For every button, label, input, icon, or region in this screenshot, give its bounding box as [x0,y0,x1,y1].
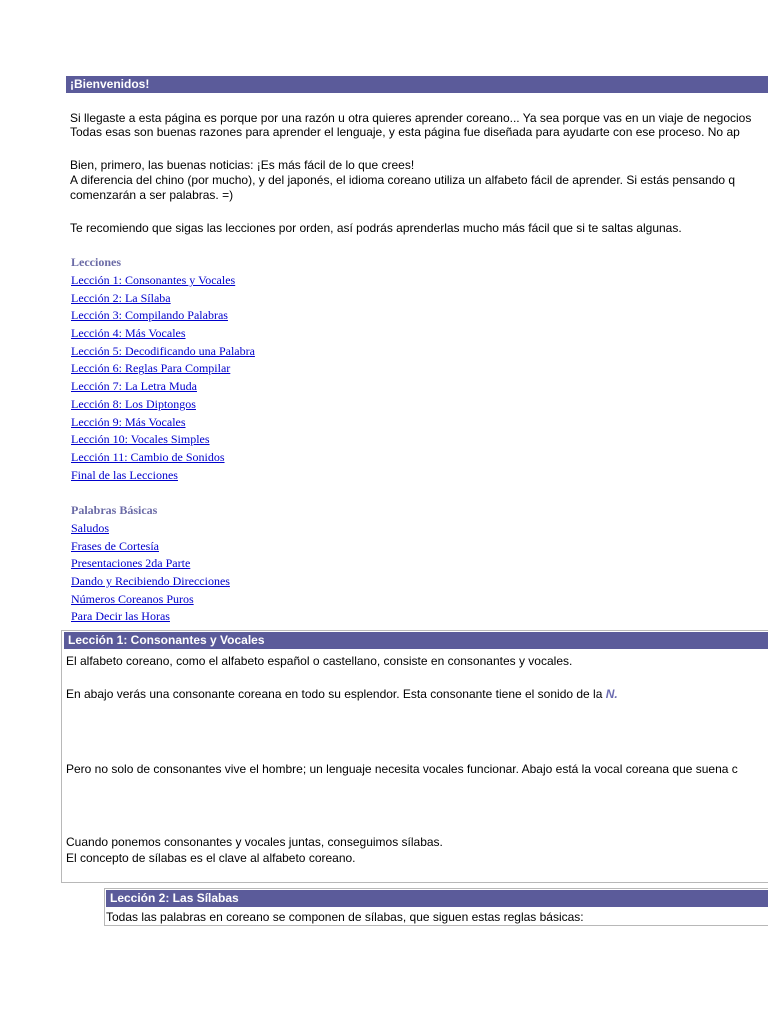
basic-word-link[interactable]: Dando y Recibiendo Direcciones [71,574,230,589]
lesson1-text: Cuando ponemos consonantes y vocales juntas, conseguimos sílabas. [66,835,443,849]
lesson-link[interactable]: Lección 8: Los Diptongos [71,396,196,411]
lesson-link[interactable]: Lección 5: Decodificando una Palabra [71,343,255,358]
lesson1-text: El alfabeto coreano, como el alfabeto español o castellano, consiste en consonantes y vocales. [66,654,573,668]
welcome-paragraph-line: Todas esas son buenas razones para aprender el lenguaje, y esta página fue diseñada para ayudarte con ese proceso. No ap [70,125,740,139]
basic-words-list [71,519,230,625]
lesson-link[interactable]: Lección 4: Más Vocales [71,326,186,341]
lesson1-text: Pero no solo de consonantes vive el hombre; un lenguaje necesita vocales funcionar. Abajo está la vocal coreana que suena c [66,762,738,776]
welcome-paragraph-line: A diferencia del chino (por mucho), y del japonés, el idioma coreano utiliza un alfabeto fácil de aprender. Si estás pensando q [70,173,736,187]
lesson1-text [66,687,618,701]
lesson-link[interactable]: Lección 2: La Sílaba [71,290,171,305]
lesson-link[interactable]: Final de las Lecciones [71,467,178,482]
lessons-heading: Lecciones [71,255,121,269]
lesson-link[interactable]: Lección 1: Consonantes y Vocales [71,273,236,287]
basic-word-link[interactable]: Para Decir las Horas [71,609,170,624]
welcome-paragraph-line: Te recomiendo que sigas las lecciones por orden, así podrás aprenderlas mucho más fácil que si te saltas algunas. [70,221,682,235]
welcome-paragraph-line: Bien, primero, las buenas noticias: ¡Es más fácil de lo que crees! [70,158,415,172]
lesson-link[interactable]: Lección 3: Compilando Palabras [71,308,228,323]
lesson1-title: Lección 1: Consonantes y Vocales [64,632,768,649]
lessons-list [71,271,255,483]
welcome-heading: ¡Bienvenidos! [66,76,768,93]
lesson1-sound-letter: N. [605,687,618,701]
basic-words-heading: Palabras Básicas [71,503,158,517]
lesson1-text: El concepto de sílabas es el clave al alfabeto coreano. [66,851,356,865]
lesson-link[interactable]: Lección 9: Más Vocales [71,414,186,429]
lesson-link[interactable]: Lección 6: Reglas Para Compilar [71,361,231,376]
welcome-paragraph-line: Si llegaste a esta página es porque por una razón u otra quieres aprender coreano... Ya sea porque vas en un viaje de negocios [70,111,752,125]
lesson-link[interactable]: Lección 7: La Letra Muda [71,379,197,394]
basic-word-link[interactable]: Números Coreanos Puros [71,591,194,606]
lesson2-text: Todas las palabras en coreano se componen de sílabas, que siguen estas reglas básicas: [106,910,584,924]
basic-word-link[interactable]: Saludos [71,521,110,535]
lesson2-title: Lección 2: Las Sílabas [106,890,768,907]
welcome-paragraph-line: comenzarán a ser palabras. =) [70,188,234,202]
basic-word-link[interactable]: Frases de Cortesía [71,538,159,553]
lesson-link[interactable]: Lección 11: Cambio de Sonidos [71,449,225,464]
lesson1-text-main: En abajo verás una consonante coreana en todo su esplendor. Esta consonante tiene el sonido de la [66,687,606,701]
basic-word-link[interactable]: Presentaciones 2da Parte [71,556,191,571]
lesson-link[interactable]: Lección 10: Vocales Simples [71,432,210,447]
